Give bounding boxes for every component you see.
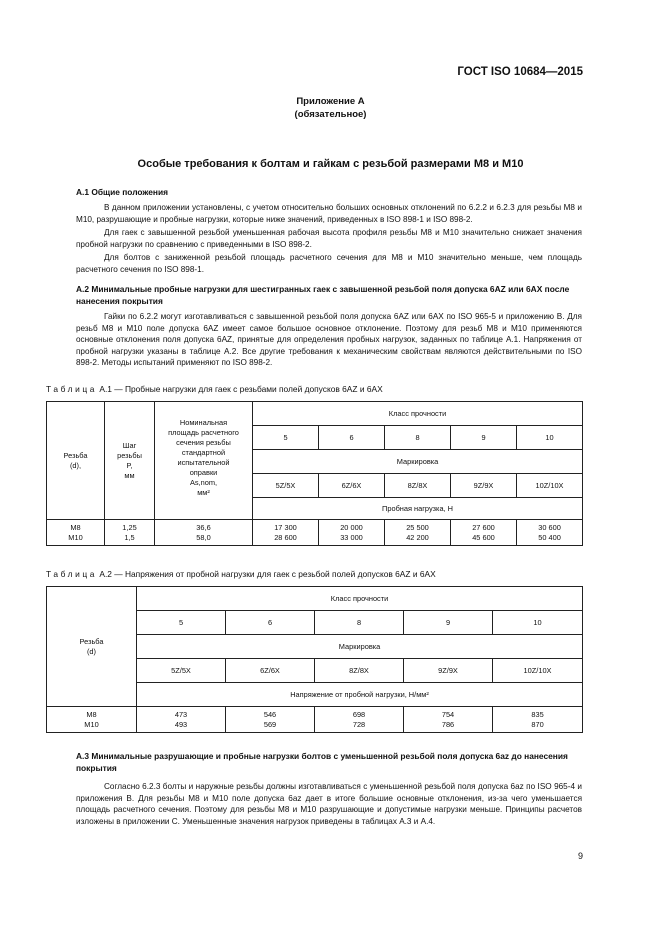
table-a1-load: 50 400 [538,532,561,542]
section-a2-heading: А.2 Минимальные пробные нагрузки для шестигранных гаек с завышенной резьбой поля допуска 6AZ или 6AX после нанесения покрытия [76,284,570,306]
table-a2-value: 473 [174,709,188,719]
table-a2-thread: М8 [86,709,97,719]
table-a1-pitch: 1,25 [122,522,137,532]
table-a2-caption: Таблица А.2 — Напряжения от пробной нагрузки для гаек с резьбой полей допусков 6AZ и 6AX [46,569,436,579]
table-a2-thread: М10 [84,719,99,729]
table-a2-value: 754 [441,709,455,719]
table-a1-marking-cell: 5Z/5X [253,474,319,498]
table-a2-class-cell: 8 [315,611,404,635]
section-a1-paragraph-1: В данном приложении установлены, с учетом относительно больших основных отклонений по 6.2.2 и 6.2.3 для резьбы М8 и М10, разрушающие и пробные нагрузки, которые ниже значений, приведенных в ISO 898-1 и ISO 898-2. [76,203,582,224]
table-a2-class-cell: 10 [493,611,583,635]
table-a1-area-header: Номинальная площадь расчетного сечения резьбы стандартной испытательной оправки As,nom, мм² [155,402,253,520]
table-a1-class-cell: 10 [517,426,583,450]
section-a2-paragraph: Гайки по 6.2.2 могут изготавливаться с завышенной резьбой поля допуска 6AZ или 6AX по ISO 965-5 и приложению В. Для резьб М8 и М10 поле допуска 6AZ имеет самое большое основное отклонение. Поэтому для резьб М8 и М10 применяются основные отклонения поля допуска 6AZ, принятые для определения пробных нагрузок, заданных по таблице А.1. Напряжения от пробной нагрузки указаны в таблице А.2. Все другие требования к механическим свойствам являются действительными по ISO 898-2. Методы испытаний применяют по ISO 898-2. [76,312,582,368]
page-number: 9 [578,851,584,861]
table-a1-load: 25 500 [406,522,429,532]
table-a2-value: 493 [174,719,188,729]
section-a3-paragraph: Согласно 6.2.3 болты и наружные резьбы должны изготавливаться с уменьшенной резьбой поля допуска 6az по ISO 965-4 и приложения В. Для резьбы М8 и М10 поле допуска 6az дает в итоге большие основные отклонения, из-за чего уменьшается площадь расчетного сечения. Поэтому для резьбы М8 и М10 разрушающие и допустимые нагрузки меньше. Принципы расчетов изложены в приложении С. Уменьшенные значения нагрузок приведены в таблицах А.3 и А.4. [76,782,582,826]
table-a1-caption: Таблица А.1 — Пробные нагрузки для гаек с резьбами полей допусков 6AZ и 6AX [46,384,383,394]
table-a1-load: 17 300 [274,522,297,532]
section-a1-paragraph-3: Для болтов с заниженной резьбой площадь расчетного сечения для М8 и М10 значительно меньше, чем площадь расчетного сечения по ISO 898-1. [76,253,582,274]
table-a1-thread: М10 [68,532,83,542]
table-a1-load-label: Пробная нагрузка, Н [253,498,583,520]
table-a2-strength-class-label: Класс прочности [137,587,583,611]
table-a2-marking-cell: 5Z/5X [137,659,226,683]
table-a2-value: 786 [441,719,455,729]
table-row [47,520,583,546]
table-a2-value: 698 [352,709,366,719]
section-a1-paragraph-2: Для гаек с завышенной резьбой уменьшенная рабочая высота профиля резьбы М8 и М10 значительно снижает значения пробной нагрузки по сравнению с приведенными в ISO 898-2. [76,228,582,249]
table-a2-value: 870 [531,719,544,729]
main-title: Особые требования к болтам и гайкам с резьбой размерами М8 и М10 [137,158,524,170]
standard-designation: ГОСТ ISO 10684—2015 [457,66,583,78]
table-a1-area: 36,6 [196,522,211,532]
table-a1-pitch-header: Шаг резьбы P, мм [105,402,155,520]
table-a1-load: 28 600 [274,532,297,542]
table-a2-marking-cell: 6Z/6X [226,659,315,683]
table-a1-load: 20 000 [340,522,363,532]
table-a2-value: 728 [352,719,366,729]
table-a1-class-cell: 8 [385,426,451,450]
table-a2-stress-label: Напряжение от пробной нагрузки, Н/мм² [137,683,583,707]
table-a2-class-cell: 9 [404,611,493,635]
table-a1-class-cell: 5 [253,426,319,450]
table-a1-thread-header: Резьба (d), [47,402,105,520]
table-a2-value: 835 [531,709,544,719]
table-a1-load: 45 600 [472,532,495,542]
table-a1-marking-label: Маркировка [253,450,583,474]
table-a1-marking-cell: 6Z/6X [319,474,385,498]
table-a2-marking-cell: 10Z/10X [493,659,583,683]
table-a2-value: 569 [263,719,277,729]
table-a2-thread-header: Резьба (d) [47,587,137,707]
table-a1-marking-cell: 8Z/8X [385,474,451,498]
table-a2-marking-label: Маркировка [137,635,583,659]
table-a1-load: 33 000 [340,532,363,542]
table-a1-class-cell: 9 [451,426,517,450]
table-a2-class-cell: 6 [226,611,315,635]
table-row [47,707,583,733]
table-a2 [46,586,583,733]
table-a1-marking-cell: 9Z/9X [451,474,517,498]
table-a1-load: 30 600 [538,522,561,532]
table-a1-marking-cell: 10Z/10X [517,474,583,498]
table-a1-area: 58,0 [196,532,211,542]
section-a3-heading: А.3 Минимальные разрушающие и пробные нагрузки болтов с уменьшенной резьбой поля допуска 6az до нанесения покрытия [76,751,568,773]
table-a2-value: 546 [263,709,277,719]
table-a1-strength-class-label: Класс прочности [253,402,583,426]
appendix-header [0,95,661,121]
appendix-subtitle: (обязательное) [294,109,367,120]
table-a1-load: 42 200 [406,532,429,542]
section-a1-heading: А.1 Общие положения [76,187,169,197]
table-a2-marking-cell: 9Z/9X [404,659,493,683]
table-a1-pitch: 1,5 [124,532,135,542]
appendix-title: Приложение А [296,96,365,107]
table-a2-class-cell: 5 [137,611,226,635]
table-a1 [46,401,583,546]
table-a2-marking-cell: 8Z/8X [315,659,404,683]
table-a1-load: 27 600 [472,522,495,532]
table-a1-thread: М8 [70,522,81,532]
table-a1-class-cell: 6 [319,426,385,450]
